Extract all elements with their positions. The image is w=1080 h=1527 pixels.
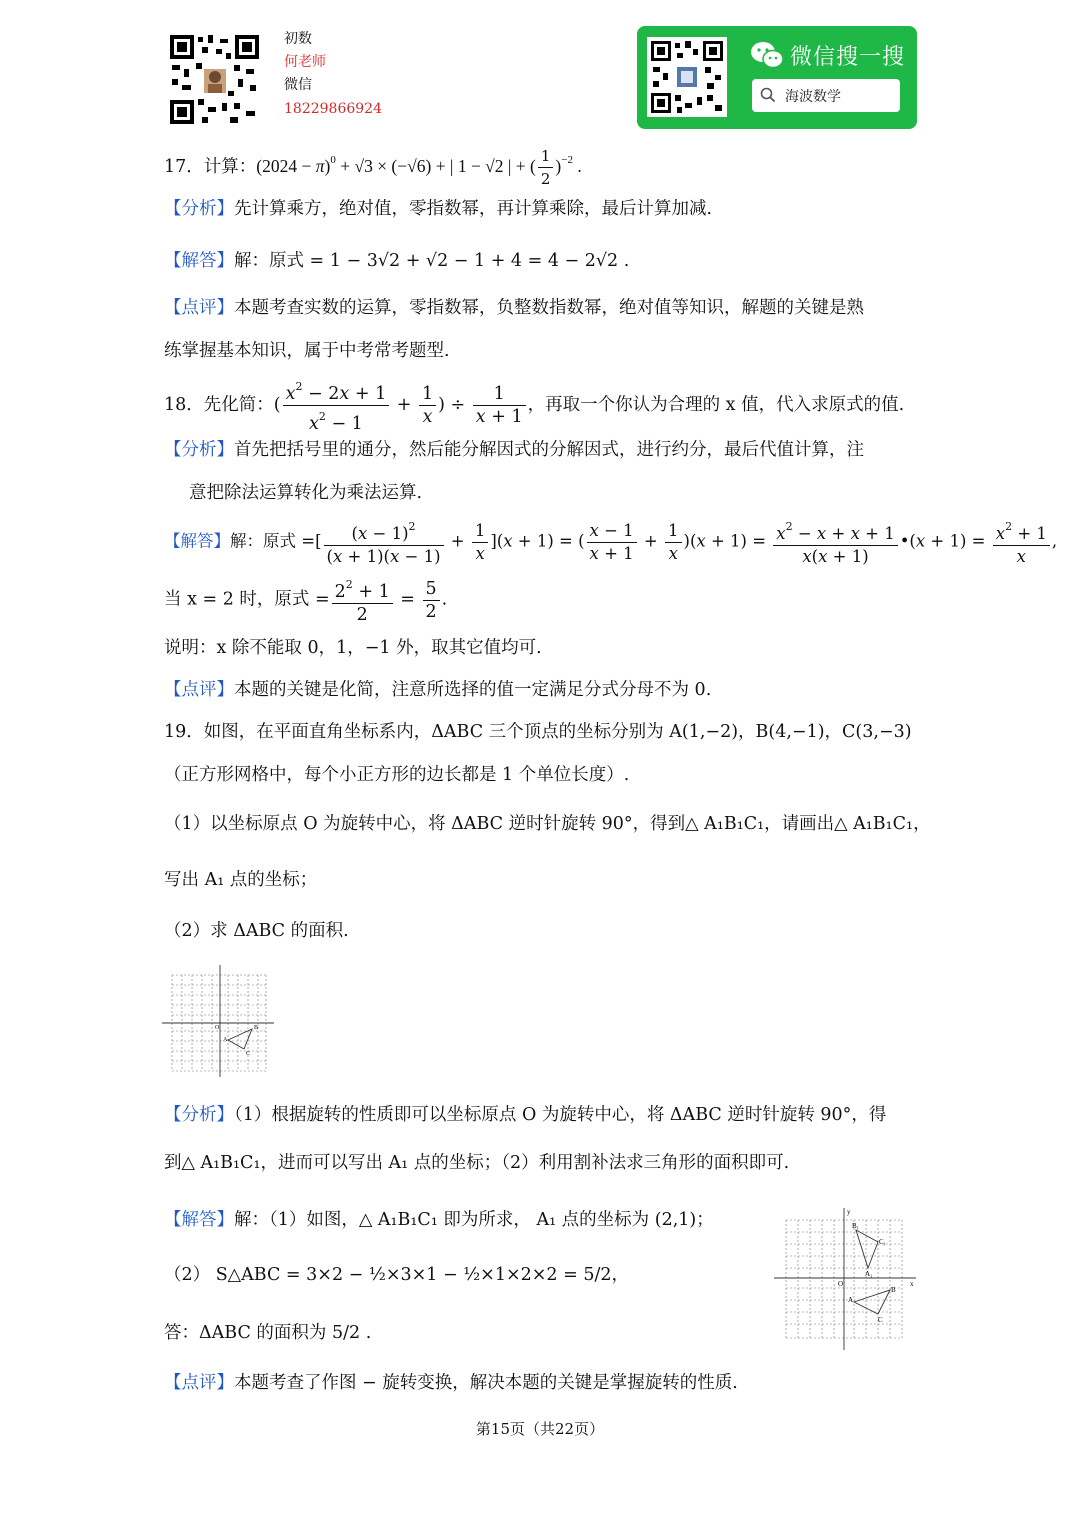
svg-text:A₁: A₁ — [865, 1270, 873, 1278]
q19-answer-3: 答：ΔABC 的面积为 5/2 . — [164, 1323, 372, 1343]
search-icon — [760, 87, 776, 107]
svg-text:C: C — [246, 1051, 251, 1057]
qr-code-left — [168, 33, 261, 126]
wechat-logo-icon — [750, 40, 784, 74]
svg-text:A: A — [223, 1037, 228, 1043]
header-line-1: 初数 — [284, 31, 312, 47]
q19-stem-1: 19．如图，在平面直角坐标系内，ΔABC 三个顶点的坐标分别为 A(1,−2)，B(4,−1)，C(3,−3) — [164, 722, 912, 742]
wechat-search-query: 海波数学 — [785, 89, 841, 105]
q18-analysis-2: 意把除法运算转化为乘法运算. — [189, 483, 423, 503]
q17-comment-2: 练掌握基本知识，属于中考常考题型. — [164, 341, 450, 361]
svg-text:B: B — [254, 1025, 259, 1031]
q19-stem-2: （正方形网格中，每个小正方形的边长都是 1 个单位长度）. — [164, 765, 630, 785]
svg-text:B: B — [891, 1286, 896, 1294]
header-teacher-name: 何老师 — [284, 54, 326, 70]
q17-comment-1: 【点评】本题考查实数的运算，零指数幂，负整数指数幂，绝对值等知识，解题的关键是熟 — [164, 298, 864, 318]
coordinate-grid-figure — [160, 963, 280, 1082]
q19-part-1: （1）以坐标原点 O 为旋转中心，将 ΔABC 逆时针旋转 90°，得到△ A₁B₁C₁，请画出△ A₁B₁C₁， — [164, 814, 931, 834]
svg-text:O: O — [215, 1025, 220, 1031]
header-line-3: 微信 — [284, 77, 312, 93]
page-footer: 第15页（共22页） — [475, 1420, 605, 1438]
q19-part-2: （2）求 ΔABC 的面积. — [164, 921, 349, 941]
svg-text:x: x — [910, 1280, 914, 1288]
svg-text:y: y — [847, 1208, 851, 1216]
q18-analysis-1: 【分析】首先把括号里的通分，然后能分解因式的分解因式，进行约分，最后代值计算，注 — [164, 440, 864, 460]
header-phone: 18229866924 — [284, 101, 382, 117]
q19-comment: 【点评】本题考查了作图 − 旋转变换，解决本题的关键是掌握旋转的性质. — [164, 1373, 738, 1393]
q18-stem: 18．先化简：( $\frac{x^2 - 2x + 1}{x^2 - 1}$ + $\frac{1}{x}$ ) ÷ $\frac{1}{x + 1}$ ，再取一个你认为合理的 x 值，代入求原式的值. — [164, 376, 904, 435]
q18-comment: 【点评】本题的关键是化简，注意所选择的值一定满足分式分母不为 0. — [164, 680, 712, 700]
q19-answer-1: 【解答】解：（1）如图，△ A₁B₁C₁ 即为所求， A₁ 点的坐标为 (2,1)； — [164, 1210, 714, 1230]
q19-part-1b: 写出 A₁ 点的坐标； — [164, 870, 318, 890]
q19-analysis-2: 到△ A₁B₁C₁，进而可以写出 A₁ 点的坐标；（2）利用割补法求三角形的面积即可. — [164, 1153, 790, 1173]
qr-code-wechat — [647, 37, 727, 117]
q19-analysis-1: 【分析】（1）根据旋转的性质即可以坐标原点 O 为旋转中心，将 ΔABC 逆时针旋转 90°，得 — [164, 1105, 887, 1125]
wechat-search-title: 微信搜一搜 — [790, 45, 906, 70]
rotation-solution-figure — [772, 1206, 918, 1356]
svg-text:O: O — [838, 1280, 844, 1288]
q18-answer: 【解答】解：原式 =[ $\frac{(x - 1)^2}{(x + 1)(x - 1)}$ + $\frac{1}{x}$ ](x + 1) = ( $\frac{x - 1}{x + 1}$ + $\frac{1}{x}$ )(x + 1) = $\frac{x^2 - x + x + 1}{x(x + 1)}$ •(x + 1) = $\frac{x^2 + 1}{x}$ , — [164, 516, 1057, 568]
q18-note: 说明：x 除不能取 0，1，−1 外，取其它值均可. — [164, 638, 542, 658]
svg-text:C: C — [878, 1316, 883, 1324]
q18-when: 当 x = 2 时，原式 = $\frac{2^2 + 1}{2}$ = $\frac{5}{2}$ . — [164, 574, 447, 626]
svg-text:C₁: C₁ — [879, 1238, 887, 1246]
q19-answer-2: （2） S△ABC = 3×2 − ½×3×1 − ½×1×2×2 = 5/2， — [164, 1265, 630, 1285]
q17-stem: 17．计算：$(2024 - \pi)^0 + √3 \times (-√6)$ + | 1 − √2 | + ( $\frac{1}{2}$ )$^{-2}$ . — [164, 147, 582, 188]
q17-answer: 【解答】解：原式 = 1 − 3√2 + √2 − 1 + 4 = 4 − 2√2 . — [164, 251, 630, 271]
q17-analysis: 【分析】先计算乘方，绝对值，零指数幂，再计算乘除，最后计算加减. — [164, 199, 713, 219]
svg-text:B₁: B₁ — [852, 1222, 860, 1230]
svg-text:A: A — [848, 1296, 854, 1304]
